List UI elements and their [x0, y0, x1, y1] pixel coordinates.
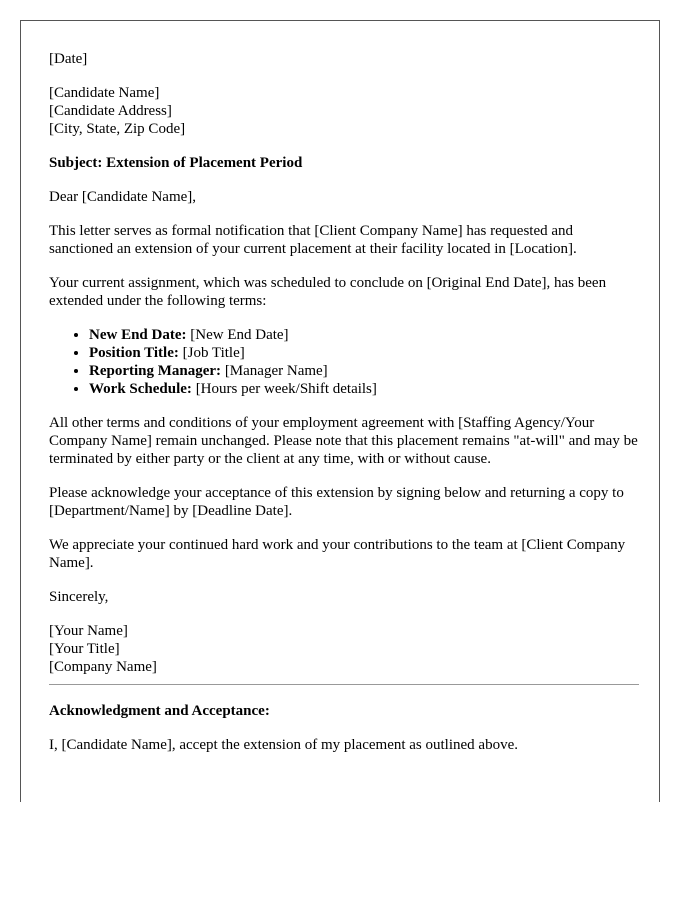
terms-list	[49, 326, 639, 398]
recipient-block	[49, 84, 639, 138]
recipient-city-line: [City, State, Zip Code]	[49, 121, 186, 137]
paragraph-assignment: Your current assignment, which was scheduled to conclude on [Original End Date], has been extended under the following terms:	[49, 275, 607, 309]
signature-company: [Company Name]	[49, 659, 157, 675]
section-divider	[49, 684, 639, 685]
term-label: New End Date:	[89, 327, 187, 343]
paragraph-appreciation: We appreciate your continued hard work and your contributions to the team at [Client Company Name].	[49, 537, 626, 571]
letter-salutation: Dear [Candidate Name],	[49, 189, 197, 205]
term-value: [New End Date]	[186, 327, 289, 343]
letter-subject: Subject: Extension of Placement Period	[49, 155, 303, 171]
list-item-reporting-manager	[89, 362, 639, 380]
signature-block	[49, 622, 639, 676]
letter-date: [Date]	[49, 51, 88, 67]
acknowledgment-heading: Acknowledgment and Acceptance:	[49, 703, 270, 719]
term-label: Work Schedule:	[89, 381, 192, 397]
letter-page	[20, 20, 660, 802]
term-value: [Hours per week/Shift details]	[191, 381, 377, 397]
list-item-new-end-date	[89, 326, 639, 344]
term-label: Reporting Manager:	[89, 363, 222, 379]
term-value: [Manager Name]	[221, 363, 328, 379]
term-value: [Job Title]	[178, 345, 245, 361]
list-item-work-schedule	[89, 380, 639, 398]
letter-content	[49, 50, 639, 770]
letter-closing: Sincerely,	[49, 589, 109, 605]
paragraph-notification: This letter serves as formal notification that [Client Company Name] has requested and sanctioned an extension of your current placement at their facility located in [Location].	[49, 223, 577, 257]
list-item-position-title	[89, 344, 639, 362]
paragraph-acknowledge-request: Please acknowledge your acceptance of this extension by signing below and returning a copy to [Department/Name] by [Deadline Date].	[49, 485, 624, 519]
signature-title: [Your Title]	[49, 641, 120, 657]
acknowledgment-statement: I, [Candidate Name], accept the extension of my placement as outlined above.	[49, 737, 518, 753]
signature-name: [Your Name]	[49, 623, 128, 639]
recipient-address: [Candidate Address]	[49, 103, 172, 119]
paragraph-terms-unchanged: All other terms and conditions of your employment agreement with [Staffing Agency/Your Company Name] remain unchanged. Please note that this placement remains "at-will" and may be terminated by either party or the client at any time, with or without cause.	[49, 415, 638, 467]
term-label: Position Title:	[89, 345, 179, 361]
recipient-name: [Candidate Name]	[49, 85, 160, 101]
